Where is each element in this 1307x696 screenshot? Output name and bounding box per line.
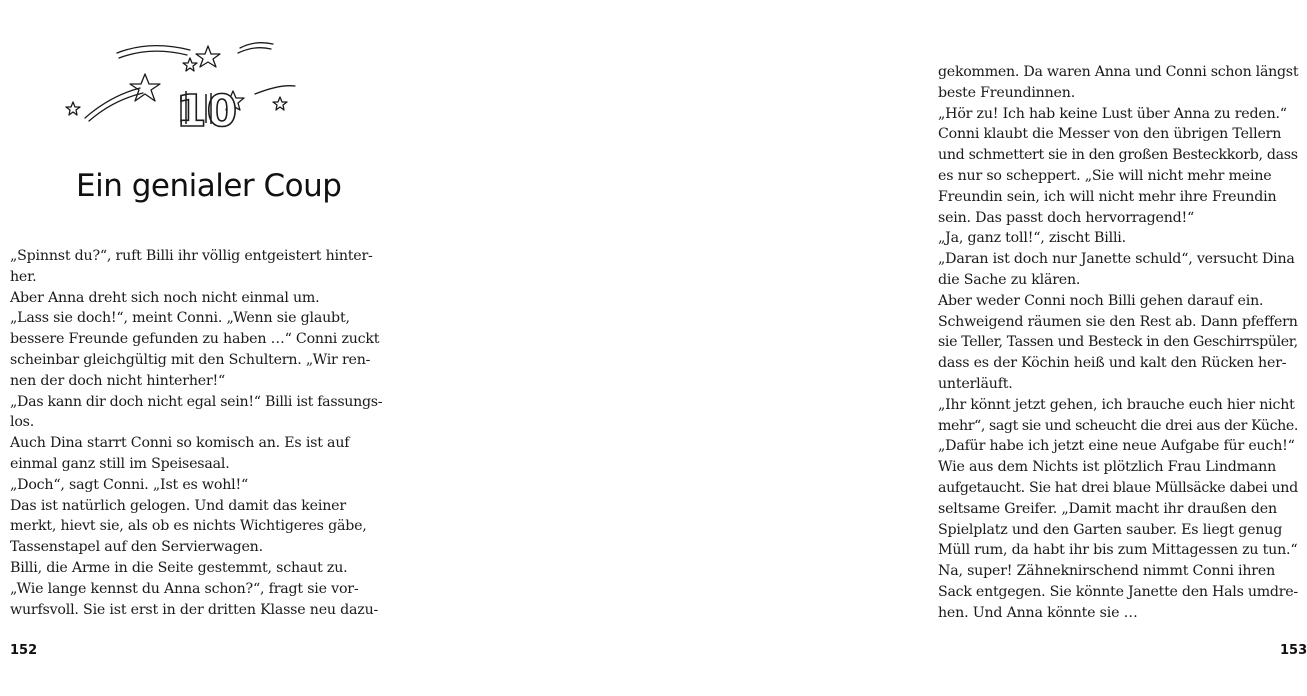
text-line: einmal ganz still im Speisesaal.	[10, 455, 230, 472]
swoosh-line	[119, 51, 187, 58]
text-line: beste Freundinnen.	[938, 84, 1076, 101]
text-line: unterläuft.	[938, 375, 1013, 392]
star-icon	[196, 46, 220, 67]
text-line: merkt, hievt sie, als ob es nichts Wichtigeres gäbe,	[10, 518, 367, 535]
text-line: Na, super! Zähneknirschend nimmt Conni ihren	[938, 563, 1276, 580]
text-line: gekommen. Da waren Anna und Conni schon längst	[938, 64, 1299, 80]
text-line: Schweigend räumen sie den Rest ab. Dann pfeffern	[938, 313, 1298, 330]
text-line: hen. Und Anna könnte sie …	[938, 604, 1138, 621]
text-line: „Doch“, sagt Conni. „Ist es wohl!“	[10, 476, 249, 493]
swoosh-line	[117, 46, 190, 53]
text-line: Freundin sein, ich will nicht mehr ihre Freundin	[938, 188, 1277, 205]
left-page	[0, 0, 435, 696]
text-line: Das ist natürlich gelogen. Und damit das keiner	[10, 497, 346, 514]
text-line: Billi, die Arme in die Seite gestemmt, schaut zu.	[10, 559, 348, 576]
chapter-number	[176, 86, 237, 137]
page-number-right: 153	[1280, 643, 1307, 658]
swoosh-line	[85, 88, 140, 118]
text-line: Aber weder Conni noch Billi gehen darauf ein.	[938, 292, 1264, 309]
text-line: „Spinnst du?“, ruft Billi ihr völlig entgeistert hinter-	[10, 248, 373, 264]
star-icon	[183, 58, 197, 71]
text-line: Sack entgegen. Sie könnte Janette den Hals umdre-	[938, 583, 1298, 600]
chapter-title: Ein genialer Coup	[76, 168, 342, 204]
text-line: „Lass sie doch!“, meint Conni. „Wenn sie glaubt,	[10, 310, 350, 327]
star-icon	[273, 97, 287, 110]
text-line: aufgetaucht. Sie hat drei blaue Müllsäcke dabei und	[938, 479, 1298, 496]
text-line: „Daran ist doch nur Janette schuld“, versucht Dina	[938, 251, 1295, 268]
text-line: Tassenstapel auf den Servierwagen.	[10, 539, 263, 556]
swoosh-line	[238, 48, 271, 53]
text-line: dass es der Köchin heiß und kalt den Rücken her-	[938, 355, 1287, 372]
text-line: bessere Freunde gefunden zu haben …“ Conni zuckt	[10, 331, 380, 348]
text-line: wurfsvoll. Sie ist erst in der dritten Klasse neu dazu-	[10, 601, 379, 618]
text-line: Wie aus dem Nichts ist plötzlich Frau Lindmann	[938, 459, 1277, 476]
text-line: „Hör zu! Ich hab keine Lust über Anna zu reden.“	[938, 105, 1287, 122]
text-line: nen der doch nicht hinterher!“	[10, 372, 226, 389]
text-line: scheinbar gleichgültig mit den Schultern. „Wir ren-	[10, 351, 371, 368]
text-line: Müll rum, da habt ihr bis zum Mittagessen zu tun.“	[938, 542, 1298, 559]
text-line: „Das kann dir doch nicht egal sein!“ Billi ist fassungs-	[10, 393, 383, 410]
svg-text:10: 10	[176, 86, 238, 137]
star-icon	[130, 74, 160, 101]
text-line: Aber Anna dreht sich noch nicht einmal um.	[10, 289, 320, 306]
text-line: „Ja, ganz toll!“, zischt Billi.	[938, 230, 1126, 247]
text-line: los.	[10, 414, 35, 431]
text-line: seltsame Greifer. „Damit macht ihr draußen den	[938, 500, 1277, 517]
text-line: „Dafür habe ich jetzt eine neue Aufgabe für euch!“	[938, 438, 1295, 455]
body-text-right	[938, 62, 1298, 624]
text-line: her.	[10, 268, 37, 285]
swoosh-line	[255, 86, 295, 94]
chapter-ornament	[55, 36, 305, 136]
text-line: und schmettert sie in den großen Besteckkorb, dass	[938, 147, 1298, 164]
star-icon	[66, 102, 80, 115]
text-line: Conni klaubt die Messer von den übrigen Tellern	[938, 126, 1282, 143]
text-line: Spielplatz und den Garten sauber. Es liegt genug	[938, 521, 1283, 538]
text-line: „Wie lange kennst du Anna schon?“, fragt sie vor-	[10, 580, 359, 597]
text-line: sein. Das passt doch hervorragend!“	[938, 209, 1195, 226]
text-line: Auch Dina starrt Conni so komisch an. Es ist auf	[10, 435, 350, 452]
text-line: „Ihr könnt jetzt gehen, ich brauche euch hier nicht	[938, 396, 1295, 413]
page-number-left: 152	[10, 643, 38, 658]
text-line: mehr“, sagt sie und scheucht die drei aus der Küche.	[938, 417, 1298, 434]
right-page	[435, 0, 1307, 696]
text-line: sie Teller, Tassen und Besteck in den Geschirrspüler,	[938, 334, 1298, 351]
text-line: die Sache zu klären.	[938, 271, 1081, 288]
text-line: es nur so scheppert. „Sie will nicht mehr meine	[938, 167, 1272, 184]
body-text-left	[10, 246, 382, 620]
